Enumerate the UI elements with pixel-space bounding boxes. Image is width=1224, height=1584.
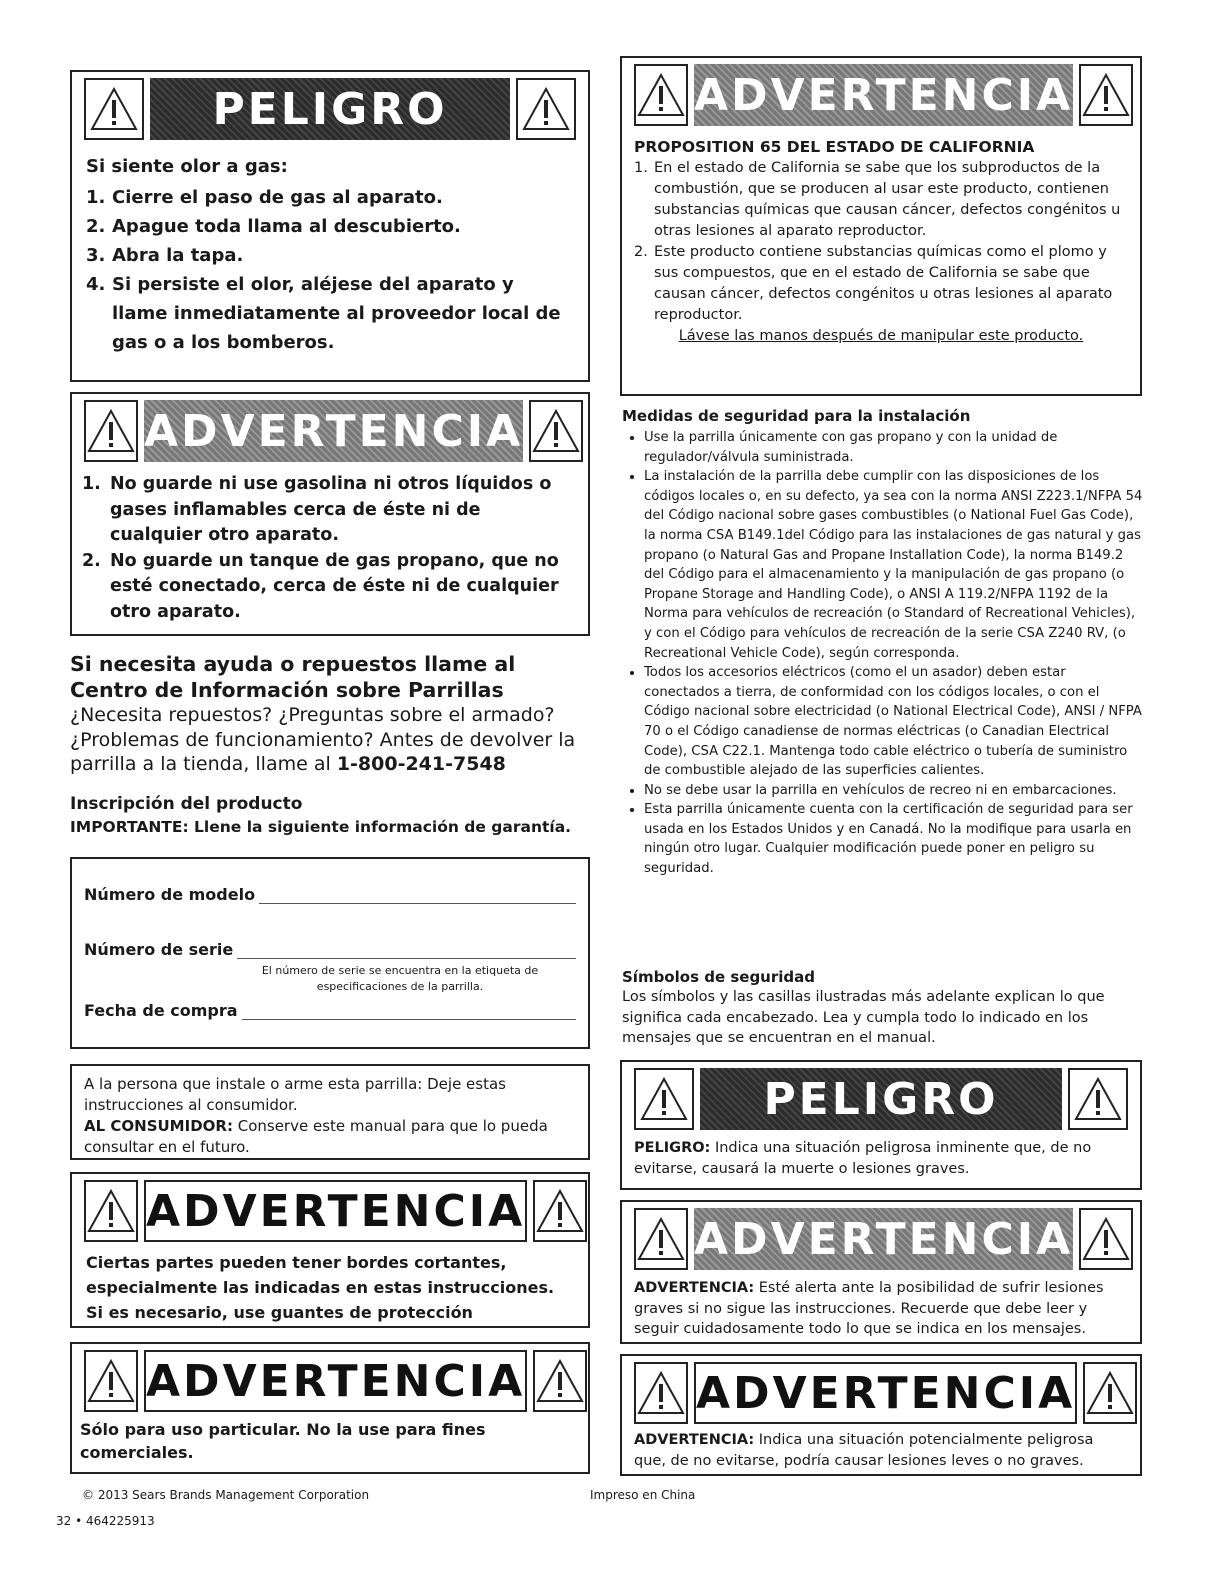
prop65-heading: PROPOSITION 65 DEL ESTADO DE CALIFORNIA <box>634 138 1035 156</box>
simbolos-heading: Símbolos de seguridad <box>622 968 816 986</box>
list-number: 1. <box>82 474 101 494</box>
medidas-bullet: • Use la parrilla únicamente con gas propano y con la unidad de regulador/válvula suministrada. <box>644 428 1144 467</box>
warning-triangle-icon <box>634 1362 688 1424</box>
simbolos-text: Los símbolos y las casillas ilustradas más adelante explican lo que significa cada encabezado. Lea y cumpla todo lo indicado en los mensajes que se encuentran en el manual. <box>622 989 1105 1046</box>
list-number: 1. <box>634 160 648 176</box>
list-text: Si persiste el olor, aléjese del aparato y llame inmediatamente al proveedor local de gas o a los bomberos. <box>112 274 561 353</box>
peligro-banner <box>634 1068 1128 1130</box>
consumidor-line1: A la persona que instale o arme esta parrilla: Deje estas instrucciones al consumidor. <box>84 1075 506 1114</box>
ayuda-heading: Si necesita ayuda o repuestos llame al Centro de Información sobre Parrillas <box>70 652 516 702</box>
warning-triangle-icon <box>516 78 576 140</box>
sym-adv2-text: Indica una situación potencialmente peligrosa que, de no evitarse, podría causar lesiones leves o no graves. <box>634 1432 1094 1469</box>
list-item <box>634 158 1128 242</box>
warning-triangle-icon <box>1079 64 1133 126</box>
modelo-label: Número de modelo <box>84 885 256 904</box>
advertencia-banner-title: ADVERTENCIA <box>144 400 523 462</box>
warning-triangle-icon <box>84 1350 138 1412</box>
garantia-form <box>70 857 590 1049</box>
advertencia-banner-title: ADVERTENCIA <box>694 1208 1073 1270</box>
inscripcion-section <box>70 792 595 838</box>
list-item <box>82 472 574 549</box>
warning-triangle-icon <box>634 64 688 126</box>
simbolos-section <box>622 967 1144 1049</box>
advertencia-banner <box>84 1180 576 1242</box>
sym-precaucion-box <box>620 1354 1142 1476</box>
peligro-banner-title: PELIGRO <box>700 1068 1062 1130</box>
advertencia-bordes-box <box>70 1172 590 1328</box>
warning-triangle-icon <box>533 1350 587 1412</box>
advertencia-banner-title: ADVERTENCIA <box>694 1362 1077 1424</box>
modelo-field[interactable] <box>84 885 576 904</box>
warning-triangle-icon <box>84 78 144 140</box>
fecha-label: Fecha de compra <box>84 1001 238 1020</box>
list-number: 2. <box>86 216 106 237</box>
warning-triangle-icon <box>533 1180 587 1242</box>
consumidor-line2: Conserve este manual para que lo pueda consultar en el futuro. <box>84 1117 548 1156</box>
advertencia-uso-text: Sólo para uso particular. No la use para fines comerciales. <box>80 1420 486 1462</box>
peligro-intro: Si siente olor a gas: <box>86 156 288 177</box>
consumidor-box <box>70 1064 590 1160</box>
footer-copyright: © 2013 Sears Brands Management Corporation <box>82 1488 370 1502</box>
list-text: Este producto contiene substancias químicas como el plomo y sus compuestos, que en el estado de California se sabe que causan cáncer, defectos congénitos u otras lesiones al aparato reproductor. <box>654 244 1113 323</box>
footer-printed: Impreso en China <box>590 1488 696 1502</box>
sym-adv2-label: ADVERTENCIA: <box>634 1432 755 1448</box>
list-item <box>86 212 574 241</box>
list-text: Cierre el paso de gas al aparato. <box>112 187 443 208</box>
list-text: En el estado de California se sabe que los subproductos de la combustión, que se producen al usar este producto, contienen substancias químicas que causan cáncer, defectos congénitos u otras lesiones al aparato reproductor. <box>654 160 1121 239</box>
list-number: 2. <box>634 244 648 260</box>
advertencia-banner-title: ADVERTENCIA <box>144 1180 527 1242</box>
list-number: 3. <box>86 245 106 266</box>
prop65-box <box>620 56 1142 396</box>
list-text: No guarde ni use gasolina ni otros líquidos o gases inflamables cerca de éste ni de cualquier otro aparato. <box>110 474 552 545</box>
warning-triangle-icon <box>84 1180 138 1242</box>
fecha-field[interactable] <box>84 1001 576 1020</box>
sym-peligro-label: PELIGRO: <box>634 1140 711 1156</box>
sym-advertencia-box <box>620 1200 1142 1344</box>
advertencia-bordes-text: Ciertas partes pueden tener bordes cortantes, especialmente las indicadas en estas instrucciones. Si es necesario, use guantes de protección <box>86 1253 555 1322</box>
medidas-heading: Medidas de seguridad para la instalación <box>622 407 971 425</box>
list-number: 4. <box>86 274 106 295</box>
advertencia-banner <box>634 64 1128 126</box>
warning-triangle-icon <box>84 400 138 462</box>
advertencia-banner <box>84 400 576 462</box>
serie-note: El número de serie se encuentra en la etiqueta de especificaciones de la parrilla. <box>261 964 539 993</box>
sym-adv1-text: Esté alerta ante la posibilidad de sufrir lesiones graves si no sigue las instrucciones. Recuerde que debe leer y seguir cuidadosamente todo lo que se indica en los mensajes. <box>634 1280 1104 1337</box>
list-item <box>86 270 574 357</box>
list-text: Abra la tapa. <box>112 245 244 266</box>
serie-label: Número de serie <box>84 940 234 959</box>
warning-triangle-icon <box>1079 1208 1133 1270</box>
sym-adv1-label: ADVERTENCIA: <box>634 1280 755 1296</box>
footer-page: 32 • 464225913 <box>56 1514 155 1528</box>
list-number: 1. <box>86 187 106 208</box>
advertencia-banner-title: ADVERTENCIA <box>144 1350 527 1412</box>
warning-triangle-icon <box>634 1208 688 1270</box>
list-item <box>86 241 574 270</box>
sym-peligro-box <box>620 1060 1142 1190</box>
inscripcion-heading: Inscripción del producto <box>70 794 303 814</box>
inscripcion-importante: IMPORTANTE: Llene la siguiente información de garantía. <box>70 818 572 836</box>
advertencia-banner <box>84 1350 576 1412</box>
peligro-banner-title: PELIGRO <box>150 78 510 140</box>
list-item <box>86 183 574 212</box>
warning-triangle-icon <box>1068 1068 1128 1130</box>
advertencia-banner <box>634 1208 1128 1270</box>
warning-triangle-icon <box>634 1068 694 1130</box>
sym-peligro-text: Indica una situación peligrosa inminente que, de no evitarse, causará la muerte o lesiones graves. <box>634 1140 1092 1177</box>
advertencia-banner-title: ADVERTENCIA <box>694 64 1073 126</box>
prop65-footer: Lávese las manos después de manipular este producto. <box>678 328 1084 344</box>
warning-triangle-icon <box>529 400 583 462</box>
ayuda-phone: 1-800-241-7548 <box>336 753 506 775</box>
advertencia-gasolina-box <box>70 392 590 636</box>
consumidor-label: AL CONSUMIDOR: <box>84 1117 233 1135</box>
medidas-bullet: • Esta parrilla únicamente cuenta con la certificación de seguridad para ser usada en los Estados Unidos y en Canadá. No la modifique para usarla en ningún otro lugar. Cualquier modificación puede poner en peligro su seguridad. <box>644 800 1144 878</box>
list-item <box>82 549 574 626</box>
peligro-banner <box>84 78 576 140</box>
medidas-bullet: • No se debe usar la parrilla en vehículos de recreo ni en embarcaciones. <box>644 781 1144 801</box>
list-text: No guarde un tanque de gas propano, que no esté conectado, cerca de éste ni de cualquier otro aparato. <box>110 550 559 622</box>
list-text: Apague toda llama al descubierto. <box>112 216 461 237</box>
serie-field[interactable] <box>84 940 576 959</box>
medidas-section <box>622 406 1144 879</box>
peligro-box <box>70 70 590 382</box>
warning-triangle-icon <box>1083 1362 1137 1424</box>
medidas-bullet: • Todos los accesorios eléctricos (como el un asador) deben estar conectados a tierra, de conformidad con los códigos locales, o con el Código nacional sobre electricidad (o National Electrical Code), ANSI / NFPA 70 o el Código canadiense de normas eléctricas (o Canadian Electrical Code), CSA C22.1. Mantenga todo cable eléctrico o tubería de suministro de combustible alejado de las superficies calientes. <box>644 663 1144 781</box>
ayuda-section <box>70 652 595 777</box>
ayuda-body: ¿Necesita repuestos? ¿Preguntas sobre el armado? ¿Problemas de funcionamiento? Antes de devolver la parrilla a la tienda, llame al <box>70 704 576 775</box>
list-number: 2. <box>82 550 101 571</box>
advertencia-banner <box>634 1362 1128 1424</box>
medidas-bullet: • La instalación de la parrilla debe cumplir con las disposiciones de los códigos locales o, en su defecto, ya sea con la norma ANSI Z223.1/NFPA 54 del Código nacional sobre gases combustibles (o National Fuel Gas Code), la norma CSA B149.1del Código para las instalaciones de gas natural y gas propano (o Natural Gas and Propane Installation Code), la norma B149.2 del Código para el almacenamiento y la manipulación de gas propano (o Propane Storage and Handling Code), o ANSI A 119.2/NFPA 1192 de la Norma para vehículos de recreación (o Standard of Recreational Vehicles), y con el Código para vehículos de recreación de la serie CSA Z240 RV, (o Recreational Vehicle Code), según corresponda. <box>644 467 1144 663</box>
list-item <box>634 242 1128 326</box>
advertencia-uso-box <box>70 1342 590 1474</box>
